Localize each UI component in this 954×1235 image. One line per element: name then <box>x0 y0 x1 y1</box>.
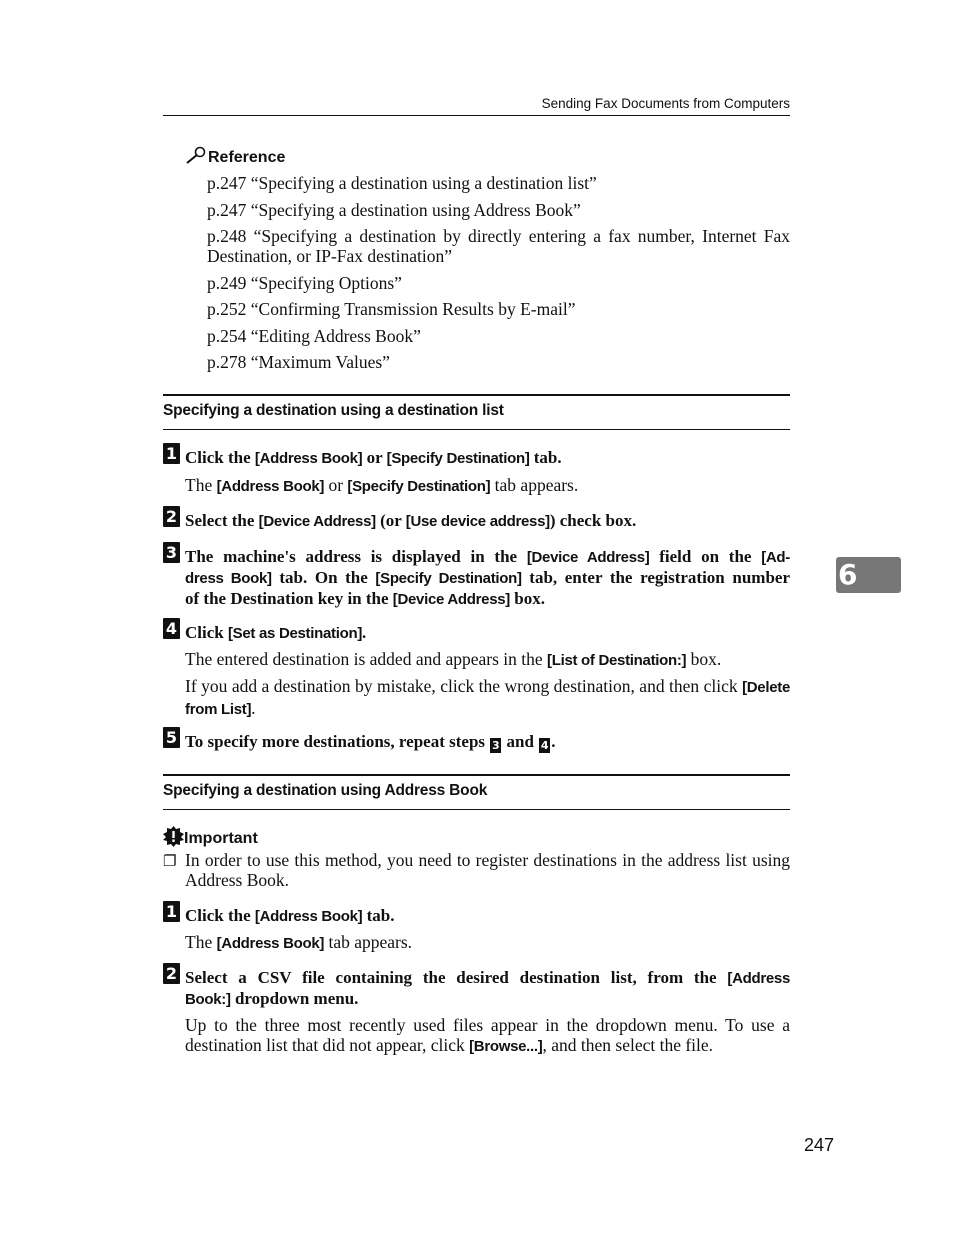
step-result: The [Address Book] tab appears. <box>185 932 413 952</box>
step-number: 1 <box>163 443 180 464</box>
reference-line: p.248 “Specifying a destination by directly entering a fax number, Internet Fax Destination, or IP-Fax destination” <box>207 226 790 266</box>
step-instruction: Click the [Address Book] or [Specify Destination] tab. <box>185 448 562 467</box>
chapter-tab: 6 <box>836 557 901 593</box>
running-header: Sending Fax Documents from Computers <box>541 96 790 111</box>
section-rule-top <box>163 394 790 396</box>
step-instruction: Select a CSV file containing the desired destination list, from the [Address Book:] dropdown menu. <box>185 968 790 1008</box>
reference-line: p.278 “Maximum Values” <box>207 352 390 372</box>
step-reference-badge: 4 <box>540 739 549 752</box>
section-rule-bottom <box>163 429 790 430</box>
reference-line: p.247 “Specifying a destination using a destination list” <box>207 173 597 193</box>
step-result: Up to the three most recently used files appear in the dropdown menu. To use a destination list that did not appear, click [Browse...], and then select the file. <box>185 1015 790 1055</box>
reference-line: p.249 “Specifying Options” <box>207 273 402 293</box>
section-title: Specifying a destination using Address Book <box>163 782 488 799</box>
bullet-checkbox-icon: ❐ <box>163 852 177 870</box>
step-number: 2 <box>163 963 180 984</box>
reference-line: p.254 “Editing Address Book” <box>207 326 421 346</box>
step-number: 2 <box>163 506 180 527</box>
section-rule-top <box>163 774 790 776</box>
reference-heading: Reference <box>185 146 285 167</box>
important-note: In order to use this method, you need to register destinations in the address list using Address Book. <box>185 850 790 890</box>
reference-line: p.252 “Confirming Transmission Results by E-mail” <box>207 299 576 319</box>
header-rule <box>163 115 790 116</box>
step-number: 1 <box>163 901 180 922</box>
step-number: 3 <box>163 542 180 563</box>
step-instruction: The machine's address is displayed in the [Device Address] field on the [Ad- dress Book] tab. On the [Specify Destination] tab, enter the registration number of the Destination key in the [Device Address] box. <box>185 547 790 608</box>
step-result: The [Address Book] or [Specify Destination] tab appears. <box>185 475 579 495</box>
step-reference-badge: 3 <box>491 739 500 752</box>
important-seal-icon <box>163 830 184 847</box>
step-note: If you add a destination by mistake, click the wrong destination, and then click [Delete from List]. <box>185 676 790 718</box>
step-instruction: Click [Set as Destination]. <box>185 623 367 642</box>
important-heading: Important <box>163 826 258 848</box>
step-number: 4 <box>163 618 180 639</box>
page-number: 247 <box>803 1135 834 1155</box>
step-instruction: Click the [Address Book] tab. <box>185 906 395 925</box>
step-instruction: Select the [Device Address] (or [Use device address]) check box. <box>185 511 637 530</box>
section-rule-bottom <box>163 809 790 810</box>
step-instruction: To specify more destinations, repeat steps 3 and 4 . <box>185 732 556 752</box>
step-result: The entered destination is added and appears in the [List of Destination:] box. <box>185 649 722 669</box>
magnifier-pencil-icon <box>185 149 208 166</box>
section-title: Specifying a destination using a destination list <box>163 402 504 419</box>
step-number: 5 <box>163 727 180 748</box>
reference-line: p.247 “Specifying a destination using Address Book” <box>207 200 581 220</box>
